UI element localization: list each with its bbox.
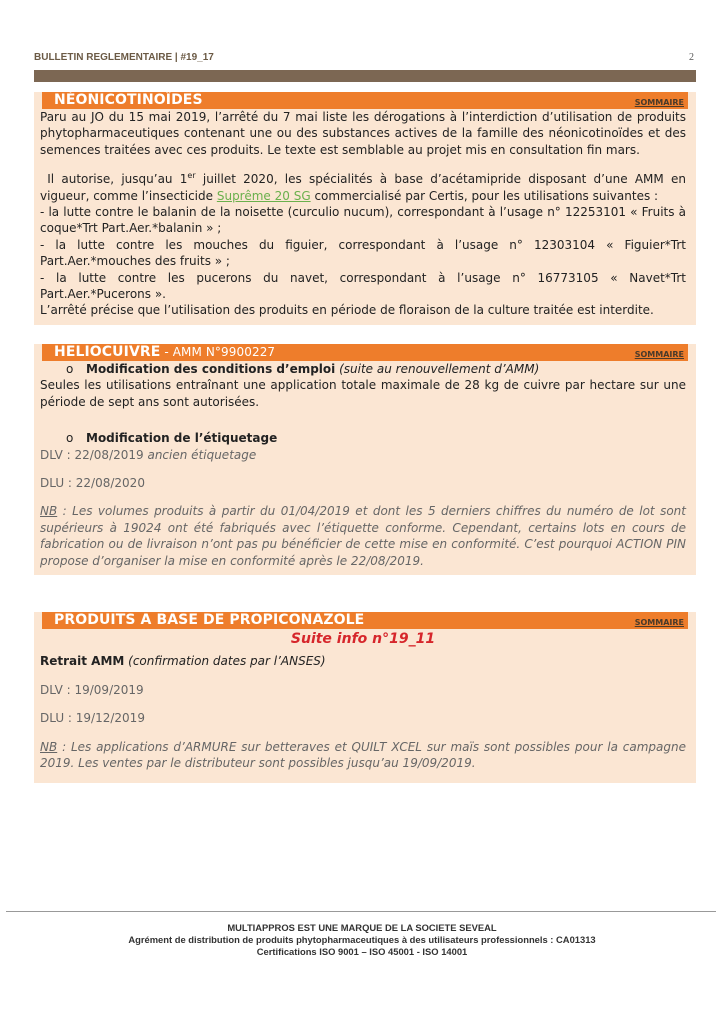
section-header — [42, 92, 688, 109]
paragraph-intro: Paru au JO du 15 mai 2019, l’arrêté du 7 mai liste les dérogations à l’interdiction d’utilisation de produits phytopharmaceutiques contenant une ou des substances actives de la famille des néonicotinoïdes et des semences traitées avec ces produits. Le texte est semblable au projet mis en consultation fin mars. — [40, 110, 686, 157]
bullet-circle-icon: o — [66, 431, 74, 446]
running-header — [34, 52, 694, 63]
sommaire-link[interactable]: SOMMAIRE — [634, 98, 684, 107]
usage-balanin: - la lutte contre le balanin de la noisette (curculio nucum), correspondant à l’usage n° 12253101 « Fruits à coque*Trt Part.Aer.*balanin » ; — [40, 205, 686, 236]
usage-figuier: - la lutte contre les mouches du figuier, correspondant à l’usage n° 12303104 « Figuier*Trt Part.Aer.*mouches des fruits » ; — [40, 237, 686, 269]
paragraph-autorisation: Il autorise, jusqu’au 1er juillet 2020, les spécialités à base d’acétamipride disposant d’une AMM en vigueur, comme l’insecticide Suprême 20 SG commercialisé par Certis, pour les utilisations suivantes : — [40, 171, 686, 203]
section-heliocuivre — [34, 344, 696, 575]
nb-note: NB : Les applications d’ARMURE sur betteraves et QUILT XCEL sur maïs sont possibles pour la campagne 2019. Les ventes par le distributeur sont possibles jusqu’au 19/09/2019. — [40, 739, 686, 771]
supreme-20-sg-link[interactable]: Suprême 20 SG — [216, 188, 311, 203]
section-propiconazole — [34, 612, 696, 783]
paragraph-cuivre: Seules les utilisations entraînant une application totale maximale de 28 kg de cuivre par hectare sur une période de sept ans sont autorisées. — [40, 378, 686, 409]
usage-navet: - la lutte contre les pucerons du navet, correspondant à l’usage n° 16773105 « Navet*Trt Part.Aer.*Pucerons ». — [40, 270, 686, 302]
section-title: NÉONICOTINOÏDES — [54, 92, 203, 109]
footer-brand: MULTIAPPROS EST UNE MARQUE DE LA SOCIETE SEVEAL — [227, 922, 497, 933]
footer-divider — [6, 911, 716, 912]
section-title: PRODUITS A BASE DE PROPICONAZOLE — [54, 612, 365, 629]
dlv-line: DLV : 19/09/2019 — [40, 682, 144, 697]
dlv-line: DLV : 22/08/2019 ancien étiquetage — [40, 447, 257, 462]
section-header — [42, 612, 688, 629]
footer-certifications: Certifications ISO 9001 – ISO 45001 - ISO 14001 — [256, 946, 468, 957]
footer-agrement: Agrément de distribution de produits phytopharmaceutiques à des utilisateurs professionnels : CA01313 — [128, 934, 596, 945]
bullet-etiquetage: o Modification de l’étiquetage — [66, 431, 278, 446]
floraison-note: L’arrêté précise que l’utilisation des produits en période de floraison de la culture traitée est interdite. — [40, 303, 654, 318]
page-number: 2 — [689, 52, 694, 63]
retrait-amm: Retrait AMM (confirmation dates par l’ANSES) — [40, 654, 326, 669]
bullet-conditions-emploi: o Modification des conditions d’emploi (suite au renouvellement d’AMM) — [66, 362, 540, 376]
dlu-line: DLU : 22/08/2020 — [40, 476, 145, 491]
suite-info: Suite info n°19_11 — [290, 631, 436, 647]
footer — [0, 922, 724, 958]
sommaire-link[interactable]: SOMMAIRE — [634, 350, 684, 359]
nb-note: NB : Les volumes produits à partir du 01/04/2019 et dont les 5 derniers chiffres du numéro de lot sont supérieurs à 19024 ont été fabriqués avec l’étiquette conforme. Cependant, certains lots en cours de fabrication ou de livraison n’ont pas pu bénéficier de cette mise en conformité. C’est pourquoi ACTION PIN propose d’organiser la mise en conformité après le 22/08/2019. — [40, 504, 686, 568]
dlu-line: DLU : 19/12/2019 — [40, 711, 145, 726]
bulletin-title: BULLETIN REGLEMENTAIRE | #19_17 — [34, 52, 214, 63]
header-divider-bar — [34, 70, 696, 82]
bullet-circle-icon: o — [66, 362, 74, 376]
section-header — [42, 344, 688, 361]
section-title: HELIOCUIVRE - AMM N°9900227 — [54, 344, 276, 361]
sommaire-link[interactable]: SOMMAIRE — [634, 618, 684, 627]
section-neonicotinoides — [34, 92, 696, 325]
